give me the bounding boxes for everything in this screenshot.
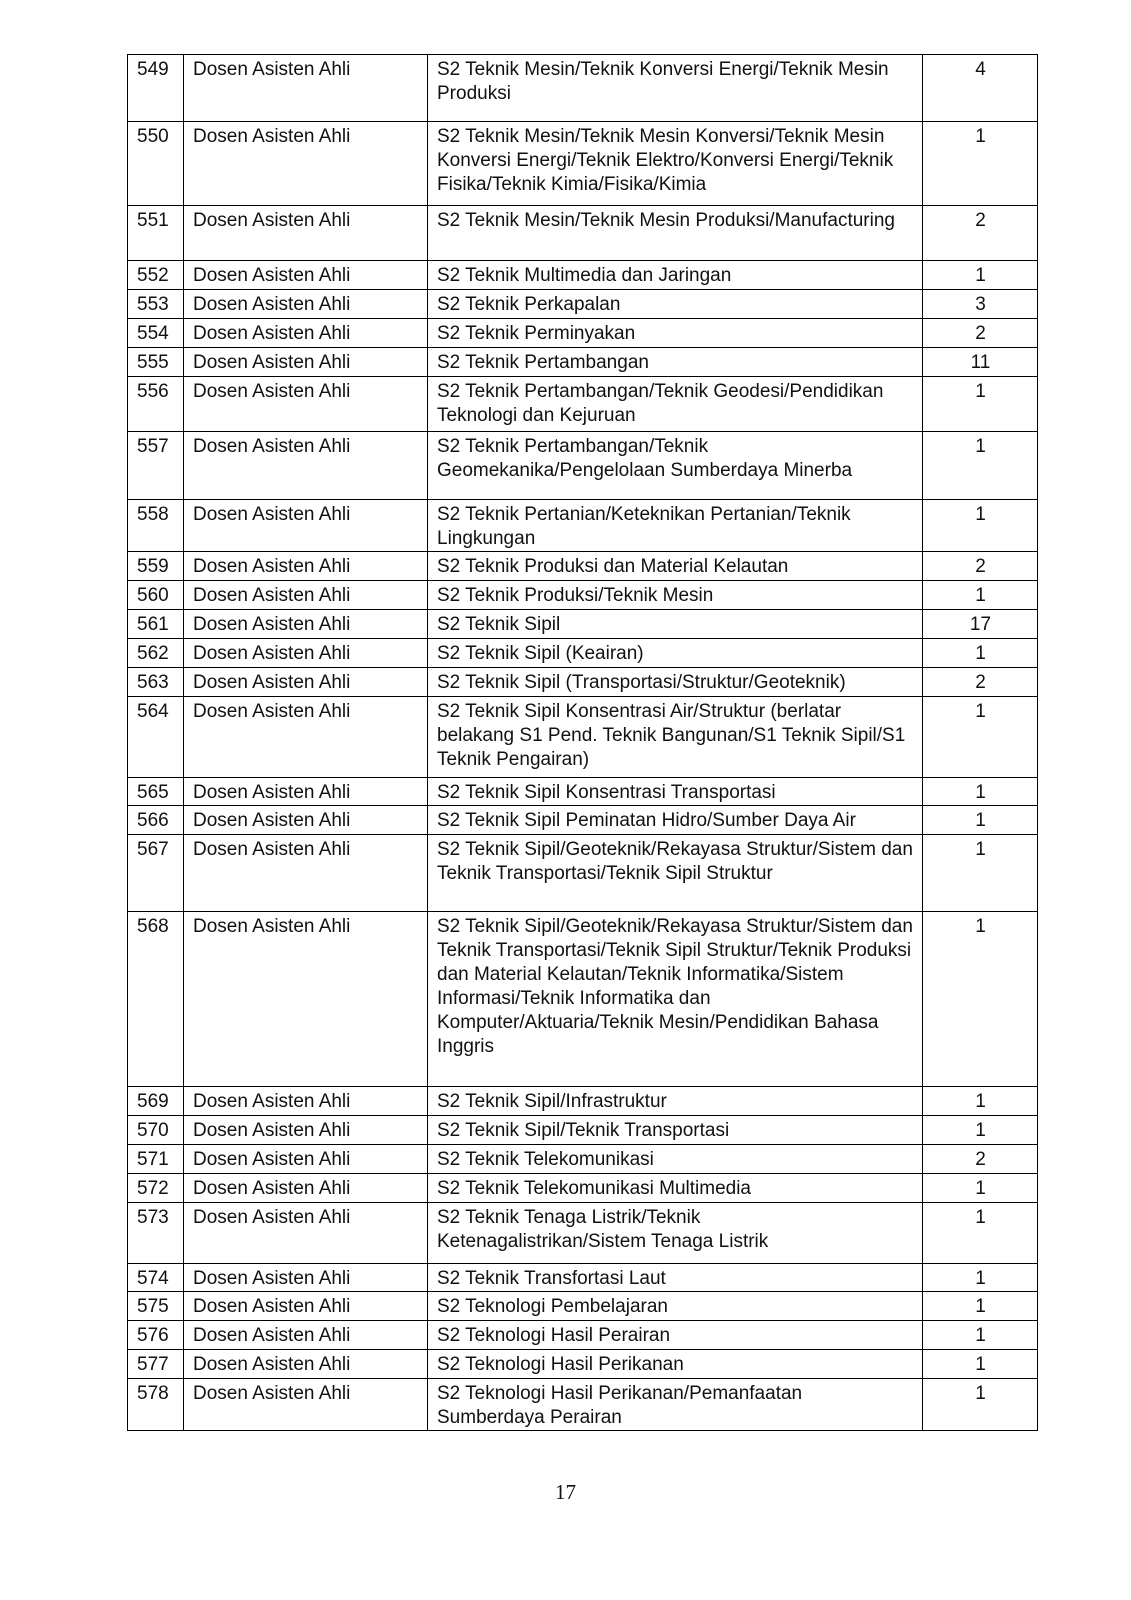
position-cell: Dosen Asisten Ahli bbox=[184, 610, 428, 639]
row-number-cell: 570 bbox=[128, 1116, 184, 1145]
row-number-cell: 578 bbox=[128, 1379, 184, 1431]
row-number-cell: 574 bbox=[128, 1264, 184, 1292]
table-row bbox=[128, 1174, 1038, 1203]
table-row bbox=[128, 500, 1038, 552]
page-number: 17 bbox=[555, 1480, 576, 1504]
position-cell: Dosen Asisten Ahli bbox=[184, 1264, 428, 1292]
table-row bbox=[128, 1350, 1038, 1379]
position-cell: Dosen Asisten Ahli bbox=[184, 319, 428, 348]
position-cell: Dosen Asisten Ahli bbox=[184, 1292, 428, 1321]
count-cell: 1 bbox=[923, 1116, 1038, 1145]
count-cell: 1 bbox=[923, 500, 1038, 552]
table-row bbox=[128, 122, 1038, 206]
qualification-cell: S2 Teknik Sipil Konsentrasi Air/Struktur (berlatar belakang S1 Pend. Teknik Bangunan/S1 Teknik Sipil/S1 Teknik Pengairan) bbox=[428, 697, 923, 778]
table-row bbox=[128, 806, 1038, 835]
position-cell: Dosen Asisten Ahli bbox=[184, 697, 428, 778]
position-cell: Dosen Asisten Ahli bbox=[184, 432, 428, 500]
qualification-cell: S2 Teknik Sipil Konsentrasi Transportasi bbox=[428, 778, 923, 806]
count-cell: 1 bbox=[923, 1264, 1038, 1292]
count-cell: 2 bbox=[923, 319, 1038, 348]
qualification-cell: S2 Teknik Pertambangan/Teknik Geomekanika/Pengelolaan Sumberdaya Minerba bbox=[428, 432, 923, 500]
table-row bbox=[128, 1321, 1038, 1350]
count-cell: 1 bbox=[923, 261, 1038, 290]
qualification-cell: S2 Teknik Produksi dan Material Kelautan bbox=[428, 552, 923, 581]
count-cell: 17 bbox=[923, 610, 1038, 639]
qualification-cell: S2 Teknologi Pembelajaran bbox=[428, 1292, 923, 1321]
count-cell: 1 bbox=[923, 778, 1038, 806]
row-number-cell: 565 bbox=[128, 778, 184, 806]
position-cell: Dosen Asisten Ahli bbox=[184, 581, 428, 610]
position-cell: Dosen Asisten Ahli bbox=[184, 1087, 428, 1116]
qualification-cell: S2 Teknik Produksi/Teknik Mesin bbox=[428, 581, 923, 610]
qualification-cell: S2 Teknik Pertambangan/Teknik Geodesi/Pendidikan Teknologi dan Kejuruan bbox=[428, 377, 923, 432]
row-number-cell: 549 bbox=[128, 55, 184, 122]
count-cell: 1 bbox=[923, 1321, 1038, 1350]
count-cell: 1 bbox=[923, 639, 1038, 668]
qualification-cell: S2 Teknik Pertanian/Keteknikan Pertanian/Teknik Lingkungan bbox=[428, 500, 923, 552]
table-row bbox=[128, 348, 1038, 377]
row-number-cell: 569 bbox=[128, 1087, 184, 1116]
qualification-cell: S2 Teknik Sipil (Keairan) bbox=[428, 639, 923, 668]
count-cell: 1 bbox=[923, 1087, 1038, 1116]
qualification-cell: S2 Teknik Mesin/Teknik Mesin Produksi/Manufacturing bbox=[428, 206, 923, 261]
row-number-cell: 558 bbox=[128, 500, 184, 552]
table-row bbox=[128, 697, 1038, 778]
table-row bbox=[128, 912, 1038, 1087]
count-cell: 2 bbox=[923, 552, 1038, 581]
count-cell: 1 bbox=[923, 581, 1038, 610]
position-cell: Dosen Asisten Ahli bbox=[184, 1350, 428, 1379]
row-number-cell: 577 bbox=[128, 1350, 184, 1379]
table-row bbox=[128, 610, 1038, 639]
row-number-cell: 576 bbox=[128, 1321, 184, 1350]
qualification-cell: S2 Teknik Sipil (Transportasi/Struktur/Geoteknik) bbox=[428, 668, 923, 697]
row-number-cell: 559 bbox=[128, 552, 184, 581]
row-number-cell: 568 bbox=[128, 912, 184, 1087]
row-number-cell: 567 bbox=[128, 835, 184, 912]
table-row bbox=[128, 290, 1038, 319]
count-cell: 1 bbox=[923, 432, 1038, 500]
position-cell: Dosen Asisten Ahli bbox=[184, 778, 428, 806]
row-number-cell: 562 bbox=[128, 639, 184, 668]
table-row bbox=[128, 1116, 1038, 1145]
qualification-cell: S2 Teknik Pertambangan bbox=[428, 348, 923, 377]
count-cell: 1 bbox=[923, 806, 1038, 835]
position-cell: Dosen Asisten Ahli bbox=[184, 55, 428, 122]
row-number-cell: 564 bbox=[128, 697, 184, 778]
table-row bbox=[128, 319, 1038, 348]
table-row bbox=[128, 668, 1038, 697]
position-cell: Dosen Asisten Ahli bbox=[184, 639, 428, 668]
qualification-cell: S2 Teknik Mesin/Teknik Konversi Energi/Teknik Mesin Produksi bbox=[428, 55, 923, 122]
qualification-cell: S2 Teknik Perkapalan bbox=[428, 290, 923, 319]
qualification-cell: S2 Teknologi Hasil Perairan bbox=[428, 1321, 923, 1350]
position-cell: Dosen Asisten Ahli bbox=[184, 377, 428, 432]
position-cell: Dosen Asisten Ahli bbox=[184, 1379, 428, 1431]
position-cell: Dosen Asisten Ahli bbox=[184, 668, 428, 697]
position-cell: Dosen Asisten Ahli bbox=[184, 806, 428, 835]
qualification-cell: S2 Teknik Sipil/Infrastruktur bbox=[428, 1087, 923, 1116]
position-cell: Dosen Asisten Ahli bbox=[184, 348, 428, 377]
table-row bbox=[128, 1379, 1038, 1431]
count-cell: 2 bbox=[923, 206, 1038, 261]
table-row bbox=[128, 206, 1038, 261]
qualification-cell: S2 Teknik Tenaga Listrik/Teknik Ketenagalistrikan/Sistem Tenaga Listrik bbox=[428, 1203, 923, 1264]
row-number-cell: 554 bbox=[128, 319, 184, 348]
row-number-cell: 573 bbox=[128, 1203, 184, 1264]
qualification-cell: S2 Teknik Mesin/Teknik Mesin Konversi/Teknik Mesin Konversi Energi/Teknik Elektro/Konversi Energi/Teknik Fisika/Teknik Kimia/Fisika/Kimia bbox=[428, 122, 923, 206]
qualification-cell: S2 Teknologi Hasil Perikanan/Pemanfaatan Sumberdaya Perairan bbox=[428, 1379, 923, 1431]
qualification-cell: S2 Teknik Sipil Peminatan Hidro/Sumber Daya Air bbox=[428, 806, 923, 835]
position-cell: Dosen Asisten Ahli bbox=[184, 1203, 428, 1264]
table-row bbox=[128, 1145, 1038, 1174]
position-cell: Dosen Asisten Ahli bbox=[184, 1174, 428, 1203]
count-cell: 4 bbox=[923, 55, 1038, 122]
count-cell: 1 bbox=[923, 377, 1038, 432]
position-cell: Dosen Asisten Ahli bbox=[184, 261, 428, 290]
table-row bbox=[128, 1292, 1038, 1321]
position-cell: Dosen Asisten Ahli bbox=[184, 122, 428, 206]
row-number-cell: 551 bbox=[128, 206, 184, 261]
formation-table bbox=[127, 54, 1038, 1431]
count-cell: 11 bbox=[923, 348, 1038, 377]
count-cell: 1 bbox=[923, 1292, 1038, 1321]
row-number-cell: 550 bbox=[128, 122, 184, 206]
position-cell: Dosen Asisten Ahli bbox=[184, 835, 428, 912]
count-cell: 1 bbox=[923, 122, 1038, 206]
position-cell: Dosen Asisten Ahli bbox=[184, 552, 428, 581]
table-row bbox=[128, 1087, 1038, 1116]
row-number-cell: 561 bbox=[128, 610, 184, 639]
qualification-cell: S2 Teknik Sipil/Geoteknik/Rekayasa Struktur/Sistem dan Teknik Transportasi/Teknik Sipil Struktur/Teknik Produksi dan Material Kelautan/Teknik Informatika/Sistem Informasi/Teknik Informatika dan Komputer/Aktuaria/Teknik Mesin/Pendidikan Bahasa Inggris bbox=[428, 912, 923, 1087]
row-number-cell: 552 bbox=[128, 261, 184, 290]
table-row bbox=[128, 552, 1038, 581]
row-number-cell: 575 bbox=[128, 1292, 184, 1321]
row-number-cell: 563 bbox=[128, 668, 184, 697]
count-cell: 1 bbox=[923, 1203, 1038, 1264]
qualification-cell: S2 Teknik Sipil bbox=[428, 610, 923, 639]
table-row bbox=[128, 432, 1038, 500]
qualification-cell: S2 Teknologi Hasil Perikanan bbox=[428, 1350, 923, 1379]
row-number-cell: 560 bbox=[128, 581, 184, 610]
table-row bbox=[128, 377, 1038, 432]
qualification-cell: S2 Teknik Sipil/Teknik Transportasi bbox=[428, 1116, 923, 1145]
table-row bbox=[128, 639, 1038, 668]
table-row bbox=[128, 55, 1038, 122]
table-row bbox=[128, 1264, 1038, 1292]
position-cell: Dosen Asisten Ahli bbox=[184, 206, 428, 261]
table-body bbox=[128, 55, 1038, 1431]
count-cell: 1 bbox=[923, 1174, 1038, 1203]
table-row bbox=[128, 581, 1038, 610]
row-number-cell: 571 bbox=[128, 1145, 184, 1174]
count-cell: 1 bbox=[923, 697, 1038, 778]
qualification-cell: S2 Teknik Transfortasi Laut bbox=[428, 1264, 923, 1292]
table-row bbox=[128, 261, 1038, 290]
row-number-cell: 556 bbox=[128, 377, 184, 432]
count-cell: 1 bbox=[923, 1379, 1038, 1431]
count-cell: 3 bbox=[923, 290, 1038, 319]
row-number-cell: 572 bbox=[128, 1174, 184, 1203]
row-number-cell: 557 bbox=[128, 432, 184, 500]
position-cell: Dosen Asisten Ahli bbox=[184, 1116, 428, 1145]
row-number-cell: 553 bbox=[128, 290, 184, 319]
position-cell: Dosen Asisten Ahli bbox=[184, 1145, 428, 1174]
count-cell: 2 bbox=[923, 1145, 1038, 1174]
count-cell: 1 bbox=[923, 1350, 1038, 1379]
table-row bbox=[128, 1203, 1038, 1264]
position-cell: Dosen Asisten Ahli bbox=[184, 1321, 428, 1350]
table-row bbox=[128, 835, 1038, 912]
row-number-cell: 555 bbox=[128, 348, 184, 377]
position-cell: Dosen Asisten Ahli bbox=[184, 290, 428, 319]
qualification-cell: S2 Teknik Multimedia dan Jaringan bbox=[428, 261, 923, 290]
position-cell: Dosen Asisten Ahli bbox=[184, 500, 428, 552]
position-cell: Dosen Asisten Ahli bbox=[184, 912, 428, 1087]
table-row bbox=[128, 778, 1038, 806]
qualification-cell: S2 Teknik Perminyakan bbox=[428, 319, 923, 348]
count-cell: 1 bbox=[923, 835, 1038, 912]
qualification-cell: S2 Teknik Sipil/Geoteknik/Rekayasa Struktur/Sistem dan Teknik Transportasi/Teknik Sipil Struktur bbox=[428, 835, 923, 912]
qualification-cell: S2 Teknik Telekomunikasi bbox=[428, 1145, 923, 1174]
count-cell: 2 bbox=[923, 668, 1038, 697]
row-number-cell: 566 bbox=[128, 806, 184, 835]
qualification-cell: S2 Teknik Telekomunikasi Multimedia bbox=[428, 1174, 923, 1203]
count-cell: 1 bbox=[923, 912, 1038, 1087]
